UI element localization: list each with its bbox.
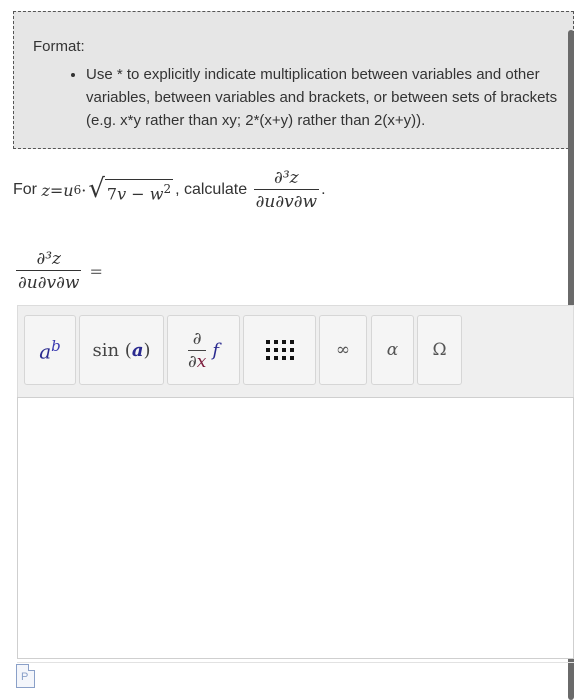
- format-list: [64, 63, 576, 132]
- dot-operator: ·: [81, 180, 87, 200]
- answer-equals: =: [89, 261, 103, 281]
- format-bullet: • Use * to explicitly indicate multiplication between variables and other variables, between variables and brackets, or between sets of brackets (e.g. x*y rather than xy; 2*(x+y) rather than 2(x+y)).: [86, 63, 576, 132]
- infinity-button[interactable]: [319, 315, 367, 385]
- derivative-icon: $\frac{\partial}{\partial x}$ f: [187, 328, 220, 372]
- answer-lhs: [14, 249, 103, 293]
- sin-icon: sin (a): [92, 339, 151, 361]
- greek-button[interactable]: [371, 315, 414, 385]
- fraction-denominator: ∂u∂v∂w: [254, 189, 319, 212]
- answer-input-area[interactable]: [17, 397, 574, 659]
- document-icon[interactable]: P: [16, 664, 35, 688]
- radicand: $7v - w^2$: [105, 179, 173, 204]
- matrix-button[interactable]: [243, 315, 316, 385]
- calculate-text: , calculate: [175, 181, 248, 198]
- divider: [17, 662, 574, 663]
- power-icon: $a^b$: [39, 336, 61, 364]
- question-prefix: For: [13, 181, 37, 198]
- period: .: [321, 181, 326, 198]
- answer-numerator: ∂³z: [36, 249, 62, 269]
- fraction-numerator: ∂³z: [274, 168, 299, 188]
- question-fraction: [254, 168, 319, 212]
- u-exponent: 6: [73, 183, 82, 197]
- u-base: u: [63, 180, 74, 200]
- alpha-icon: α: [386, 340, 399, 360]
- infinity-icon: ∞: [335, 340, 351, 360]
- sin-button[interactable]: [79, 315, 164, 385]
- var-z: z: [41, 180, 50, 200]
- format-title: Format:: [33, 38, 85, 55]
- omega-icon: Ω: [432, 340, 447, 360]
- radical-sign: √: [88, 173, 105, 204]
- math-toolbar: [17, 305, 574, 398]
- answer-denominator: ∂u∂v∂w: [16, 270, 81, 293]
- symbols-button[interactable]: [417, 315, 462, 385]
- matrix-icon: [266, 340, 294, 360]
- power-button[interactable]: [24, 315, 76, 385]
- question-text: [13, 168, 326, 212]
- equals-sign: =: [49, 180, 64, 200]
- square-root: [88, 173, 173, 204]
- answer-fraction: [16, 249, 81, 293]
- derivative-button[interactable]: [167, 315, 240, 385]
- format-instructions-box: [13, 11, 574, 149]
